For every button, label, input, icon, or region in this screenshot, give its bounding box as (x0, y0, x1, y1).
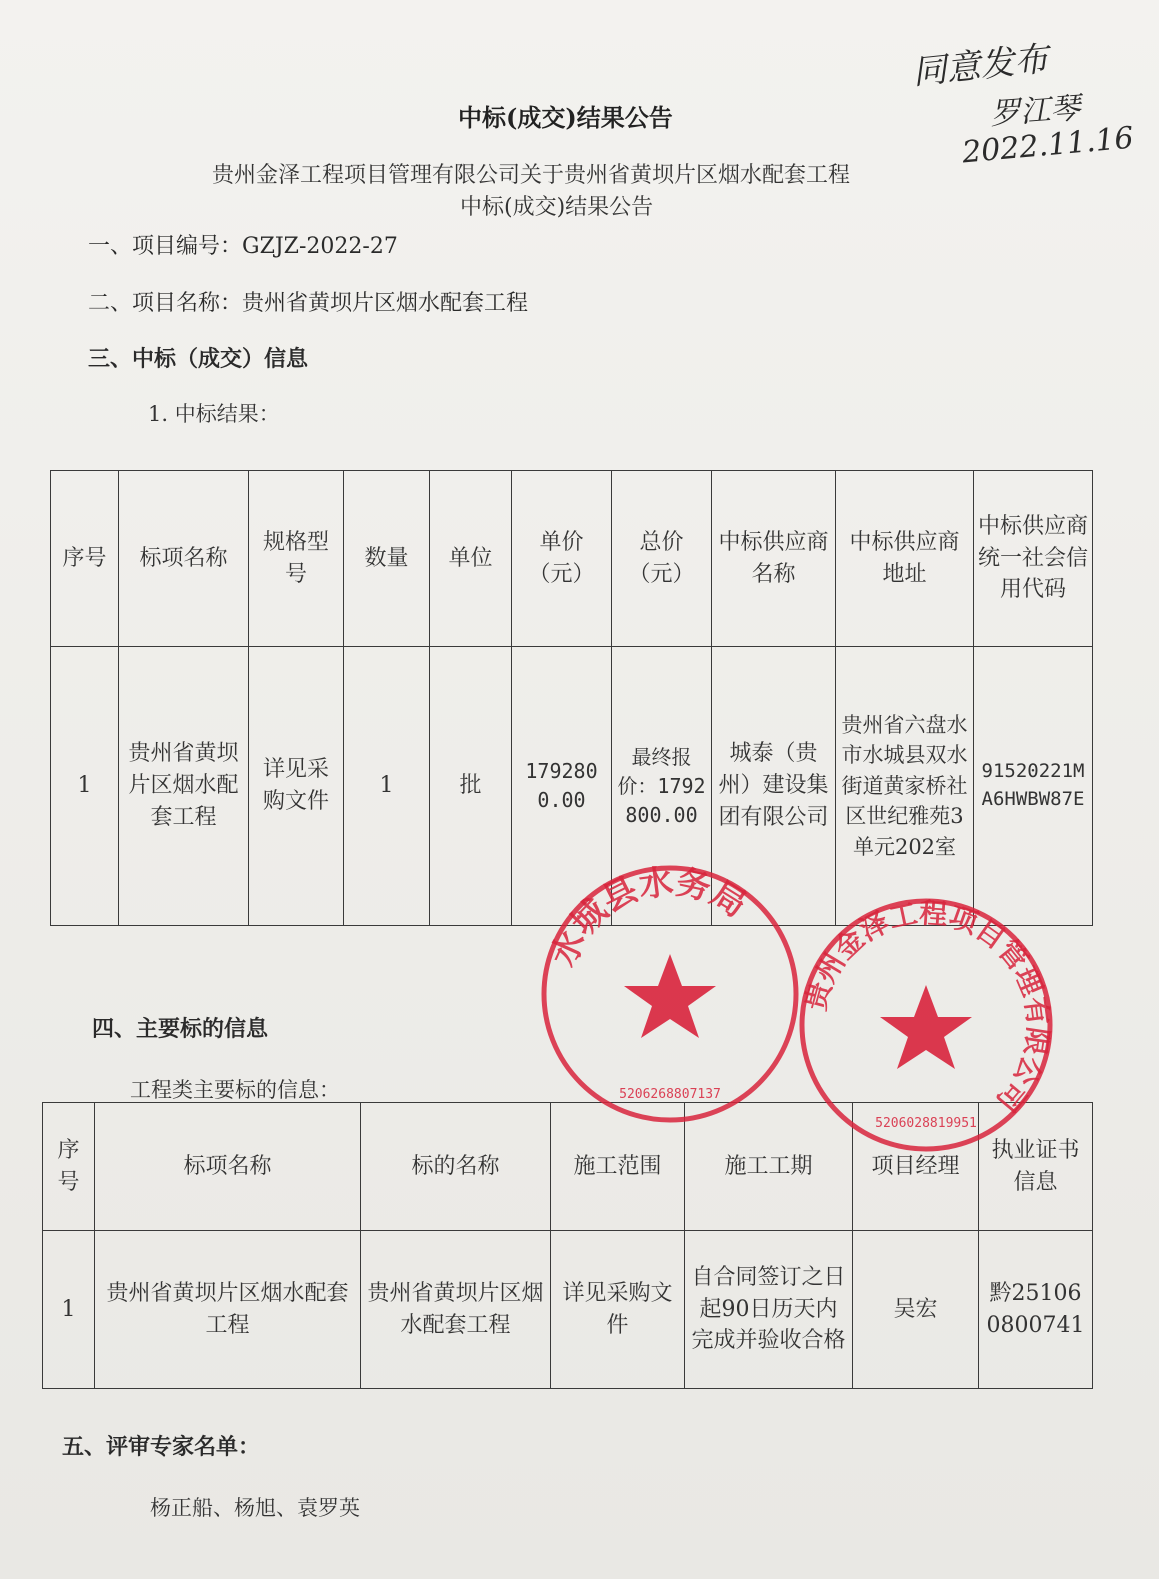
handwritten-date: 2022.11.16 (960, 120, 1135, 171)
engineering-subject-heading: 工程类主要标的信息： (130, 1078, 340, 1102)
cell-spec: 详见采购文件 (249, 647, 344, 926)
table-header-row (51, 471, 1093, 647)
cell-item-name: 贵州省黄坝片区烟水配套工程 (119, 647, 249, 926)
cell-total-price: 最终报价：1792800.00 (612, 647, 712, 926)
expert-list-heading: 五、评审专家名单： (62, 1434, 261, 1460)
header-duration: 施工工期 (685, 1103, 853, 1231)
header-subject-name: 标的名称 (361, 1103, 551, 1231)
header-seq: 序号 (51, 471, 119, 647)
cell-scope: 详见采购文件 (551, 1231, 685, 1389)
header-seq: 序号 (43, 1103, 95, 1231)
seal-text: 水城县水务局 (543, 862, 754, 973)
header-quantity: 数量 (344, 471, 430, 647)
header-spec: 规格型号 (249, 471, 344, 647)
cell-credit-code: 91520221MA6HWBW87E (974, 647, 1093, 926)
cell-unit-price: 1792800.00 (512, 647, 612, 926)
header-manager: 项目经理 (853, 1103, 979, 1231)
header-unit-price: 单价（元） (512, 471, 612, 647)
seal-number: 5206028819951 (875, 1116, 977, 1131)
cell-seq: 1 (51, 647, 119, 926)
project-name: 二、项目名称：贵州省黄坝片区烟水配套工程 (88, 291, 529, 316)
company-seal (796, 895, 1056, 1155)
cell-seq: 1 (43, 1231, 95, 1389)
main-subject-heading: 四、主要标的信息 (92, 1016, 269, 1042)
document-subtitle-line1: 贵州金泽工程项目管理有限公司关于贵州省黄坝片区烟水配套工程 (212, 163, 851, 188)
award-info-heading: 三、中标（成交）信息 (88, 346, 309, 372)
project-number: 一、项目编号：GZJZ-2022-27 (88, 234, 398, 259)
seal-text: 贵州金泽工程项目管理有限公司 (798, 896, 1055, 1118)
cell-duration: 自合同签订之日起90日历天内完成并验收合格 (685, 1231, 853, 1389)
document-subtitle-line2: 中标(成交)结果公告 (460, 195, 654, 220)
cell-license: 黔251060800741 (979, 1231, 1093, 1389)
header-unit: 单位 (430, 471, 512, 647)
document-title: 中标(成交)结果公告 (458, 103, 673, 132)
header-supplier-address: 中标供应商地址 (836, 471, 974, 647)
seal-star-icon (880, 985, 972, 1069)
seal-number: 5206268807137 (619, 1087, 721, 1102)
cell-quantity: 1 (344, 647, 430, 926)
cell-unit: 批 (430, 647, 512, 926)
table-row (43, 1231, 1093, 1389)
cell-manager: 吴宏 (853, 1231, 979, 1389)
seal-star-icon (624, 954, 716, 1038)
award-result-heading: 1. 中标结果： (148, 402, 280, 426)
header-credit-code: 中标供应商统一社会信用代码 (974, 471, 1093, 647)
header-total-price: 总价（元） (612, 471, 712, 647)
cell-subject-name: 贵州省黄坝片区烟水配套工程 (361, 1231, 551, 1389)
cell-supplier-name: 城泰（贵州）建设集团有限公司 (712, 647, 836, 926)
cell-supplier-address: 贵州省六盘水市水城县双水街道黄家桥社区世纪雅苑3单元202室 (836, 647, 974, 926)
header-item-name: 标项名称 (119, 471, 249, 647)
handwritten-signature: 罗江琴 (989, 90, 1082, 133)
award-result-table (50, 470, 1093, 926)
cell-item-name: 贵州省黄坝片区烟水配套工程 (95, 1231, 361, 1389)
header-item-name: 标项名称 (95, 1103, 361, 1231)
expert-names: 杨正船、杨旭、袁罗英 (150, 1496, 360, 1520)
water-bureau-seal (538, 862, 802, 1126)
header-supplier-name: 中标供应商名称 (712, 471, 836, 647)
header-license: 执业证书信息 (979, 1103, 1093, 1231)
handwritten-approval: 同意发布 (910, 38, 1051, 93)
header-scope: 施工范围 (551, 1103, 685, 1231)
